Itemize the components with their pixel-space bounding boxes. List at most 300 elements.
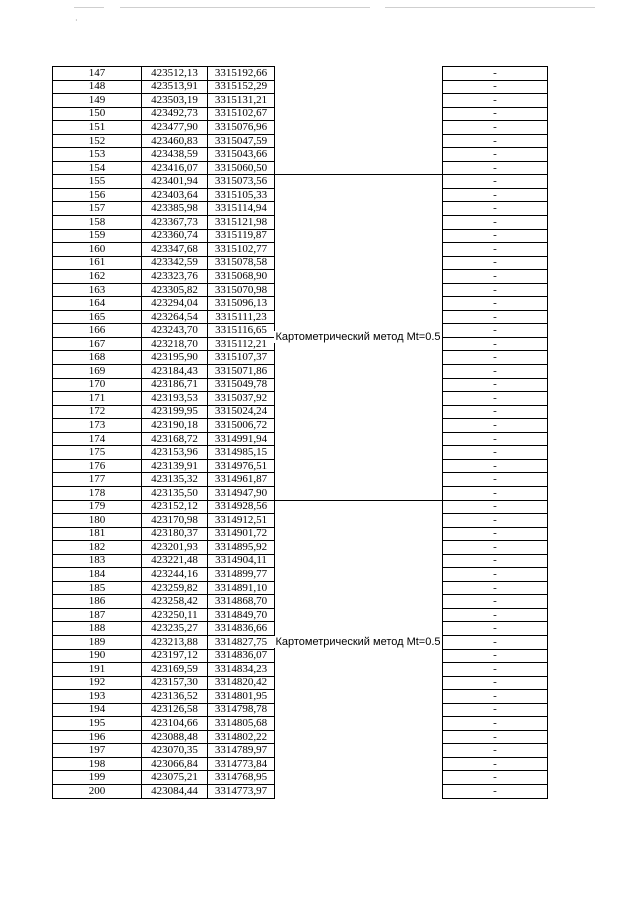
- mark-cell: -: [443, 581, 548, 595]
- mark-cell: -: [443, 175, 548, 189]
- point-number-cell: 149: [53, 94, 142, 108]
- mark-row: [443, 419, 548, 433]
- mark-cell: -: [443, 730, 548, 744]
- mark-row: [443, 256, 548, 270]
- point-number-cell: 183: [53, 554, 142, 568]
- y-coordinate-cell: 3314899,77: [208, 568, 275, 582]
- point-number-cell: 189: [53, 635, 142, 649]
- coordinate-row: [53, 608, 275, 622]
- x-coordinate-cell: 423492,73: [142, 107, 208, 121]
- point-number-cell: 168: [53, 351, 142, 365]
- mark-cell: -: [443, 270, 548, 284]
- point-number-cell: 179: [53, 500, 142, 514]
- mark-row: [443, 175, 548, 189]
- coordinate-row: [53, 595, 275, 609]
- x-coordinate-cell: 423258,42: [142, 595, 208, 609]
- coordinates-table-body: [53, 67, 275, 799]
- x-coordinate-cell: 423126,58: [142, 703, 208, 717]
- coordinate-row: [53, 337, 275, 351]
- y-coordinate-cell: 3314985,15: [208, 446, 275, 460]
- coordinate-row: [53, 378, 275, 392]
- mark-row: [443, 568, 548, 582]
- mark-row: [443, 541, 548, 555]
- coordinate-row: [53, 297, 275, 311]
- x-coordinate-cell: 423180,37: [142, 527, 208, 541]
- y-coordinate-cell: 3314991,94: [208, 432, 275, 446]
- x-coordinate-cell: 423190,18: [142, 419, 208, 433]
- mark-row: [443, 270, 548, 284]
- mark-cell: -: [443, 459, 548, 473]
- y-coordinate-cell: 3314789,97: [208, 744, 275, 758]
- y-coordinate-cell: 3314773,84: [208, 757, 275, 771]
- point-number-cell: 170: [53, 378, 142, 392]
- mark-row: [443, 283, 548, 297]
- y-coordinate-cell: 3315070,98: [208, 283, 275, 297]
- mark-cell: -: [443, 690, 548, 704]
- mark-cell: -: [443, 188, 548, 202]
- mark-row: [443, 635, 548, 649]
- point-number-cell: 194: [53, 703, 142, 717]
- x-coordinate-cell: 423342,59: [142, 256, 208, 270]
- coordinate-row: [53, 405, 275, 419]
- mark-row: [443, 216, 548, 230]
- mark-cell: -: [443, 568, 548, 582]
- coordinate-row: [53, 622, 275, 636]
- x-coordinate-cell: 423367,73: [142, 216, 208, 230]
- coordinate-row: [53, 432, 275, 446]
- mark-row: [443, 310, 548, 324]
- point-number-cell: 173: [53, 419, 142, 433]
- x-coordinate-cell: 423075,21: [142, 771, 208, 785]
- coordinate-row: [53, 107, 275, 121]
- mark-row: [443, 202, 548, 216]
- coordinate-row: [53, 635, 275, 649]
- x-coordinate-cell: 423512,13: [142, 67, 208, 81]
- x-coordinate-cell: 423264,54: [142, 310, 208, 324]
- x-coordinate-cell: 423347,68: [142, 243, 208, 257]
- x-coordinate-cell: 423416,07: [142, 161, 208, 175]
- y-coordinate-cell: 3315192,66: [208, 67, 275, 81]
- mark-row: [443, 676, 548, 690]
- mark-cell: -: [443, 297, 548, 311]
- y-coordinate-cell: 3314836,07: [208, 649, 275, 663]
- mark-cell: -: [443, 337, 548, 351]
- y-coordinate-cell: 3314805,68: [208, 717, 275, 731]
- point-number-cell: 188: [53, 622, 142, 636]
- coordinate-row: [53, 446, 275, 460]
- mark-cell: -: [443, 784, 548, 798]
- coordinate-row: [53, 392, 275, 406]
- coordinate-row: [53, 473, 275, 487]
- y-coordinate-cell: 3315111,23: [208, 310, 275, 324]
- mark-row: [443, 365, 548, 379]
- mark-row: [443, 486, 548, 500]
- scan-artifact-line: [74, 7, 104, 8]
- coordinate-row: [53, 351, 275, 365]
- y-coordinate-cell: 3315119,87: [208, 229, 275, 243]
- mark-cell: -: [443, 134, 548, 148]
- mark-row: [443, 703, 548, 717]
- mark-row: [443, 324, 548, 338]
- y-coordinate-cell: 3314901,72: [208, 527, 275, 541]
- coordinate-row: [53, 134, 275, 148]
- y-coordinate-cell: 3315116,65: [208, 324, 275, 338]
- mark-cell: -: [443, 757, 548, 771]
- y-coordinate-cell: 3314820,42: [208, 676, 275, 690]
- accuracy-marks-table: [442, 66, 548, 799]
- y-coordinate-cell: 3314868,70: [208, 595, 275, 609]
- x-coordinate-cell: 423157,30: [142, 676, 208, 690]
- coordinate-row: [53, 703, 275, 717]
- point-number-cell: 195: [53, 717, 142, 731]
- y-coordinate-cell: 3315078,58: [208, 256, 275, 270]
- point-number-cell: 164: [53, 297, 142, 311]
- mark-cell: -: [443, 107, 548, 121]
- y-coordinate-cell: 3315037,92: [208, 392, 275, 406]
- mark-row: [443, 134, 548, 148]
- mark-row: [443, 581, 548, 595]
- mark-row: [443, 67, 548, 81]
- x-coordinate-cell: 423385,98: [142, 202, 208, 216]
- mark-cell: -: [443, 432, 548, 446]
- point-number-cell: 172: [53, 405, 142, 419]
- point-number-cell: 184: [53, 568, 142, 582]
- point-number-cell: 156: [53, 188, 142, 202]
- point-number-cell: 180: [53, 514, 142, 528]
- y-coordinate-cell: 3315049,78: [208, 378, 275, 392]
- y-coordinate-cell: 3315102,77: [208, 243, 275, 257]
- coordinate-row: [53, 175, 275, 189]
- coordinate-row: [53, 514, 275, 528]
- coordinate-row: [53, 486, 275, 500]
- mark-cell: -: [443, 392, 548, 406]
- mark-row: [443, 784, 548, 798]
- point-number-cell: 175: [53, 446, 142, 460]
- x-coordinate-cell: 423201,93: [142, 541, 208, 555]
- mark-row: [443, 649, 548, 663]
- y-coordinate-cell: 3315102,67: [208, 107, 275, 121]
- coordinate-row: [53, 568, 275, 582]
- point-number-cell: 177: [53, 473, 142, 487]
- coordinate-row: [53, 581, 275, 595]
- coordinate-row: [53, 730, 275, 744]
- mark-cell: -: [443, 216, 548, 230]
- coordinate-row: [53, 554, 275, 568]
- y-coordinate-cell: 3315107,37: [208, 351, 275, 365]
- mark-row: [443, 514, 548, 528]
- coordinate-row: [53, 717, 275, 731]
- y-coordinate-cell: 3314904,11: [208, 554, 275, 568]
- x-coordinate-cell: 423199,95: [142, 405, 208, 419]
- y-coordinate-cell: 3314928,56: [208, 500, 275, 514]
- y-coordinate-cell: 3315112,21: [208, 337, 275, 351]
- x-coordinate-cell: 423477,90: [142, 121, 208, 135]
- point-number-cell: 147: [53, 67, 142, 81]
- coordinate-row: [53, 676, 275, 690]
- y-coordinate-cell: 3314773,97: [208, 784, 275, 798]
- mark-row: [443, 378, 548, 392]
- coordinate-row: [53, 500, 275, 514]
- x-coordinate-cell: 423250,11: [142, 608, 208, 622]
- point-number-cell: 191: [53, 663, 142, 677]
- point-number-cell: 190: [53, 649, 142, 663]
- point-number-cell: 157: [53, 202, 142, 216]
- mark-cell: -: [443, 622, 548, 636]
- y-coordinate-cell: 3314849,70: [208, 608, 275, 622]
- mark-cell: -: [443, 514, 548, 528]
- mark-row: [443, 188, 548, 202]
- point-number-cell: 200: [53, 784, 142, 798]
- method-label: Картометрический метод Mt=0.5: [275, 636, 441, 649]
- point-number-cell: 155: [53, 175, 142, 189]
- x-coordinate-cell: 423221,48: [142, 554, 208, 568]
- x-coordinate-cell: 423170,98: [142, 514, 208, 528]
- point-number-cell: 158: [53, 216, 142, 230]
- mark-row: [443, 392, 548, 406]
- mark-row: [443, 161, 548, 175]
- x-coordinate-cell: 423294,04: [142, 297, 208, 311]
- coordinate-row: [53, 229, 275, 243]
- mark-row: [443, 351, 548, 365]
- point-number-cell: 192: [53, 676, 142, 690]
- x-coordinate-cell: 423259,82: [142, 581, 208, 595]
- mark-cell: -: [443, 202, 548, 216]
- mark-cell: -: [443, 554, 548, 568]
- mark-cell: -: [443, 635, 548, 649]
- mark-row: [443, 554, 548, 568]
- point-number-cell: 181: [53, 527, 142, 541]
- point-number-cell: 150: [53, 107, 142, 121]
- y-coordinate-cell: 3314802,22: [208, 730, 275, 744]
- coordinate-row: [53, 784, 275, 798]
- coordinate-row: [53, 527, 275, 541]
- mark-row: [443, 121, 548, 135]
- point-number-cell: 185: [53, 581, 142, 595]
- coordinate-row: [53, 459, 275, 473]
- y-coordinate-cell: 3315006,72: [208, 419, 275, 433]
- mark-row: [443, 229, 548, 243]
- x-coordinate-cell: 423104,66: [142, 717, 208, 731]
- mark-cell: -: [443, 324, 548, 338]
- y-coordinate-cell: 3315114,94: [208, 202, 275, 216]
- mark-cell: -: [443, 527, 548, 541]
- scan-speck: ·: [75, 16, 78, 25]
- y-coordinate-cell: 3314801,95: [208, 690, 275, 704]
- mark-row: [443, 80, 548, 94]
- x-coordinate-cell: 423235,27: [142, 622, 208, 636]
- method-group: [274, 500, 442, 785]
- x-coordinate-cell: 423066,84: [142, 757, 208, 771]
- point-number-cell: 176: [53, 459, 142, 473]
- mark-cell: -: [443, 351, 548, 365]
- y-coordinate-cell: 3315076,96: [208, 121, 275, 135]
- x-coordinate-cell: 423218,70: [142, 337, 208, 351]
- x-coordinate-cell: 423193,53: [142, 392, 208, 406]
- x-coordinate-cell: 423438,59: [142, 148, 208, 162]
- y-coordinate-cell: 3315047,59: [208, 134, 275, 148]
- coordinate-row: [53, 419, 275, 433]
- mark-row: [443, 473, 548, 487]
- point-number-cell: 198: [53, 757, 142, 771]
- coordinate-row: [53, 256, 275, 270]
- method-group-top-line: [274, 500, 442, 501]
- x-coordinate-cell: 423197,12: [142, 649, 208, 663]
- point-number-cell: 171: [53, 392, 142, 406]
- method-group-top-line: [274, 174, 442, 175]
- coordinate-row: [53, 663, 275, 677]
- point-number-cell: 160: [53, 243, 142, 257]
- point-number-cell: 197: [53, 744, 142, 758]
- mark-cell: -: [443, 595, 548, 609]
- coordinate-row: [53, 243, 275, 257]
- mark-row: [443, 432, 548, 446]
- mark-row: [443, 405, 548, 419]
- coordinate-row: [53, 80, 275, 94]
- scan-artifact-line: [120, 7, 370, 8]
- coordinate-row: [53, 744, 275, 758]
- y-coordinate-cell: 3314827,75: [208, 635, 275, 649]
- coordinate-row: [53, 121, 275, 135]
- mark-cell: -: [443, 649, 548, 663]
- mark-row: [443, 595, 548, 609]
- x-coordinate-cell: 423195,90: [142, 351, 208, 365]
- x-coordinate-cell: 423136,52: [142, 690, 208, 704]
- y-coordinate-cell: 3315071,86: [208, 365, 275, 379]
- x-coordinate-cell: 423135,32: [142, 473, 208, 487]
- point-number-cell: 148: [53, 80, 142, 94]
- mark-cell: -: [443, 365, 548, 379]
- x-coordinate-cell: 423088,48: [142, 730, 208, 744]
- mark-cell: -: [443, 283, 548, 297]
- x-coordinate-cell: 423152,12: [142, 500, 208, 514]
- mark-row: [443, 148, 548, 162]
- point-number-cell: 154: [53, 161, 142, 175]
- coordinate-row: [53, 216, 275, 230]
- point-number-cell: 165: [53, 310, 142, 324]
- y-coordinate-cell: 3315152,29: [208, 80, 275, 94]
- mark-cell: -: [443, 405, 548, 419]
- mark-cell: -: [443, 541, 548, 555]
- point-number-cell: 161: [53, 256, 142, 270]
- mark-cell: -: [443, 80, 548, 94]
- mark-row: [443, 243, 548, 257]
- x-coordinate-cell: 423360,74: [142, 229, 208, 243]
- mark-row: [443, 717, 548, 731]
- coordinate-row: [53, 270, 275, 284]
- x-coordinate-cell: 423084,44: [142, 784, 208, 798]
- mark-row: [443, 690, 548, 704]
- y-coordinate-cell: 3314834,23: [208, 663, 275, 677]
- y-coordinate-cell: 3315068,90: [208, 270, 275, 284]
- mark-row: [443, 663, 548, 677]
- coordinate-row: [53, 67, 275, 81]
- x-coordinate-cell: 423169,59: [142, 663, 208, 677]
- mark-cell: -: [443, 500, 548, 514]
- x-coordinate-cell: 423153,96: [142, 446, 208, 460]
- mark-cell: -: [443, 310, 548, 324]
- y-coordinate-cell: 3314895,92: [208, 541, 275, 555]
- mark-cell: -: [443, 229, 548, 243]
- x-coordinate-cell: 423244,16: [142, 568, 208, 582]
- mark-cell: -: [443, 486, 548, 500]
- x-coordinate-cell: 423513,91: [142, 80, 208, 94]
- y-coordinate-cell: 3314768,95: [208, 771, 275, 785]
- mark-row: [443, 337, 548, 351]
- x-coordinate-cell: 423401,94: [142, 175, 208, 189]
- mark-cell: -: [443, 703, 548, 717]
- x-coordinate-cell: 423168,72: [142, 432, 208, 446]
- mark-cell: -: [443, 717, 548, 731]
- mark-cell: -: [443, 148, 548, 162]
- mark-row: [443, 297, 548, 311]
- x-coordinate-cell: 423139,91: [142, 459, 208, 473]
- mark-cell: -: [443, 419, 548, 433]
- coordinate-row: [53, 324, 275, 338]
- point-number-cell: 163: [53, 283, 142, 297]
- point-number-cell: 167: [53, 337, 142, 351]
- mark-cell: -: [443, 608, 548, 622]
- coordinate-row: [53, 202, 275, 216]
- coordinate-row: [53, 649, 275, 663]
- y-coordinate-cell: 3314836,66: [208, 622, 275, 636]
- mark-cell: -: [443, 243, 548, 257]
- x-coordinate-cell: 423305,82: [142, 283, 208, 297]
- x-coordinate-cell: 423186,71: [142, 378, 208, 392]
- point-number-cell: 159: [53, 229, 142, 243]
- mark-row: [443, 94, 548, 108]
- coordinate-row: [53, 188, 275, 202]
- mark-row: [443, 446, 548, 460]
- mark-row: [443, 500, 548, 514]
- point-number-cell: 153: [53, 148, 142, 162]
- y-coordinate-cell: 3315096,13: [208, 297, 275, 311]
- coordinate-row: [53, 283, 275, 297]
- mark-cell: -: [443, 378, 548, 392]
- y-coordinate-cell: 3314947,90: [208, 486, 275, 500]
- mark-row: [443, 608, 548, 622]
- x-coordinate-cell: 423243,70: [142, 324, 208, 338]
- point-number-cell: 174: [53, 432, 142, 446]
- point-number-cell: 151: [53, 121, 142, 135]
- point-number-cell: 187: [53, 608, 142, 622]
- y-coordinate-cell: 3315060,50: [208, 161, 275, 175]
- mark-cell: -: [443, 256, 548, 270]
- mark-row: [443, 459, 548, 473]
- mark-cell: -: [443, 663, 548, 677]
- mark-row: [443, 527, 548, 541]
- method-label: Картометрический метод Mt=0.5: [275, 331, 441, 344]
- mark-cell: -: [443, 446, 548, 460]
- coordinate-row: [53, 541, 275, 555]
- point-number-cell: 152: [53, 134, 142, 148]
- coordinate-row: [53, 161, 275, 175]
- x-coordinate-cell: 423503,19: [142, 94, 208, 108]
- x-coordinate-cell: 423403,64: [142, 188, 208, 202]
- point-number-cell: 196: [53, 730, 142, 744]
- mark-cell: -: [443, 676, 548, 690]
- x-coordinate-cell: 423460,83: [142, 134, 208, 148]
- point-number-cell: 182: [53, 541, 142, 555]
- x-coordinate-cell: 423213,88: [142, 635, 208, 649]
- point-number-cell: 169: [53, 365, 142, 379]
- coordinate-row: [53, 690, 275, 704]
- y-coordinate-cell: 3315024,24: [208, 405, 275, 419]
- coordinate-row: [53, 94, 275, 108]
- scan-artifact-line: [385, 7, 595, 8]
- y-coordinate-cell: 3314976,51: [208, 459, 275, 473]
- coordinate-row: [53, 757, 275, 771]
- x-coordinate-cell: 423184,43: [142, 365, 208, 379]
